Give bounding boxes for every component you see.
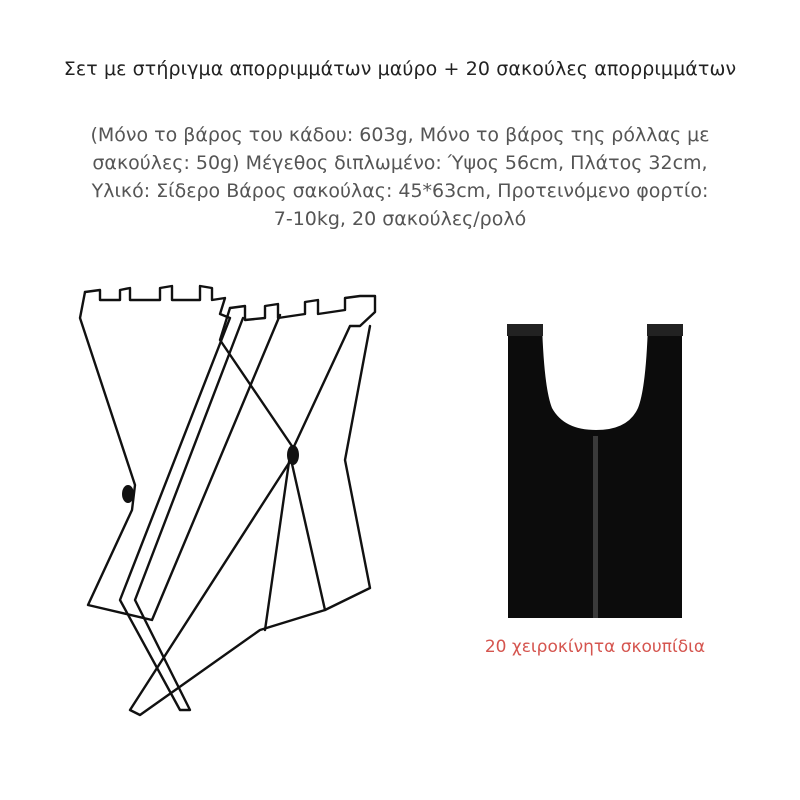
description-line: σακούλες: 50g) Μέγεθος διπλωμένο: Ύψος 56cm, Πλάτος 32cm,: [92, 152, 708, 174]
trash-rack-image: [60, 270, 400, 720]
pivot-knob: [122, 485, 134, 503]
bag-caption: 20 χειροκίνητα σκουπίδια: [484, 637, 706, 657]
description-line: 7-10kg, 20 σακούλες/ρολό: [273, 208, 527, 230]
trash-bag-image: [500, 318, 690, 626]
description-line: (Μόνο το βάρος του κάδου: 603g, Μόνο το βάρος της ρόλλας με: [90, 124, 710, 146]
pivot-knob: [287, 445, 299, 465]
product-title: Σετ με στήριγμα απορριμμάτων μαύρο + 20 σακούλες απορριμμάτων: [63, 58, 737, 80]
product-description: [40, 121, 760, 233]
description-line: Υλικό: Σίδερο Βάρος σακούλας: 45*63cm, Προτεινόμενο φορτίο:: [91, 180, 709, 202]
